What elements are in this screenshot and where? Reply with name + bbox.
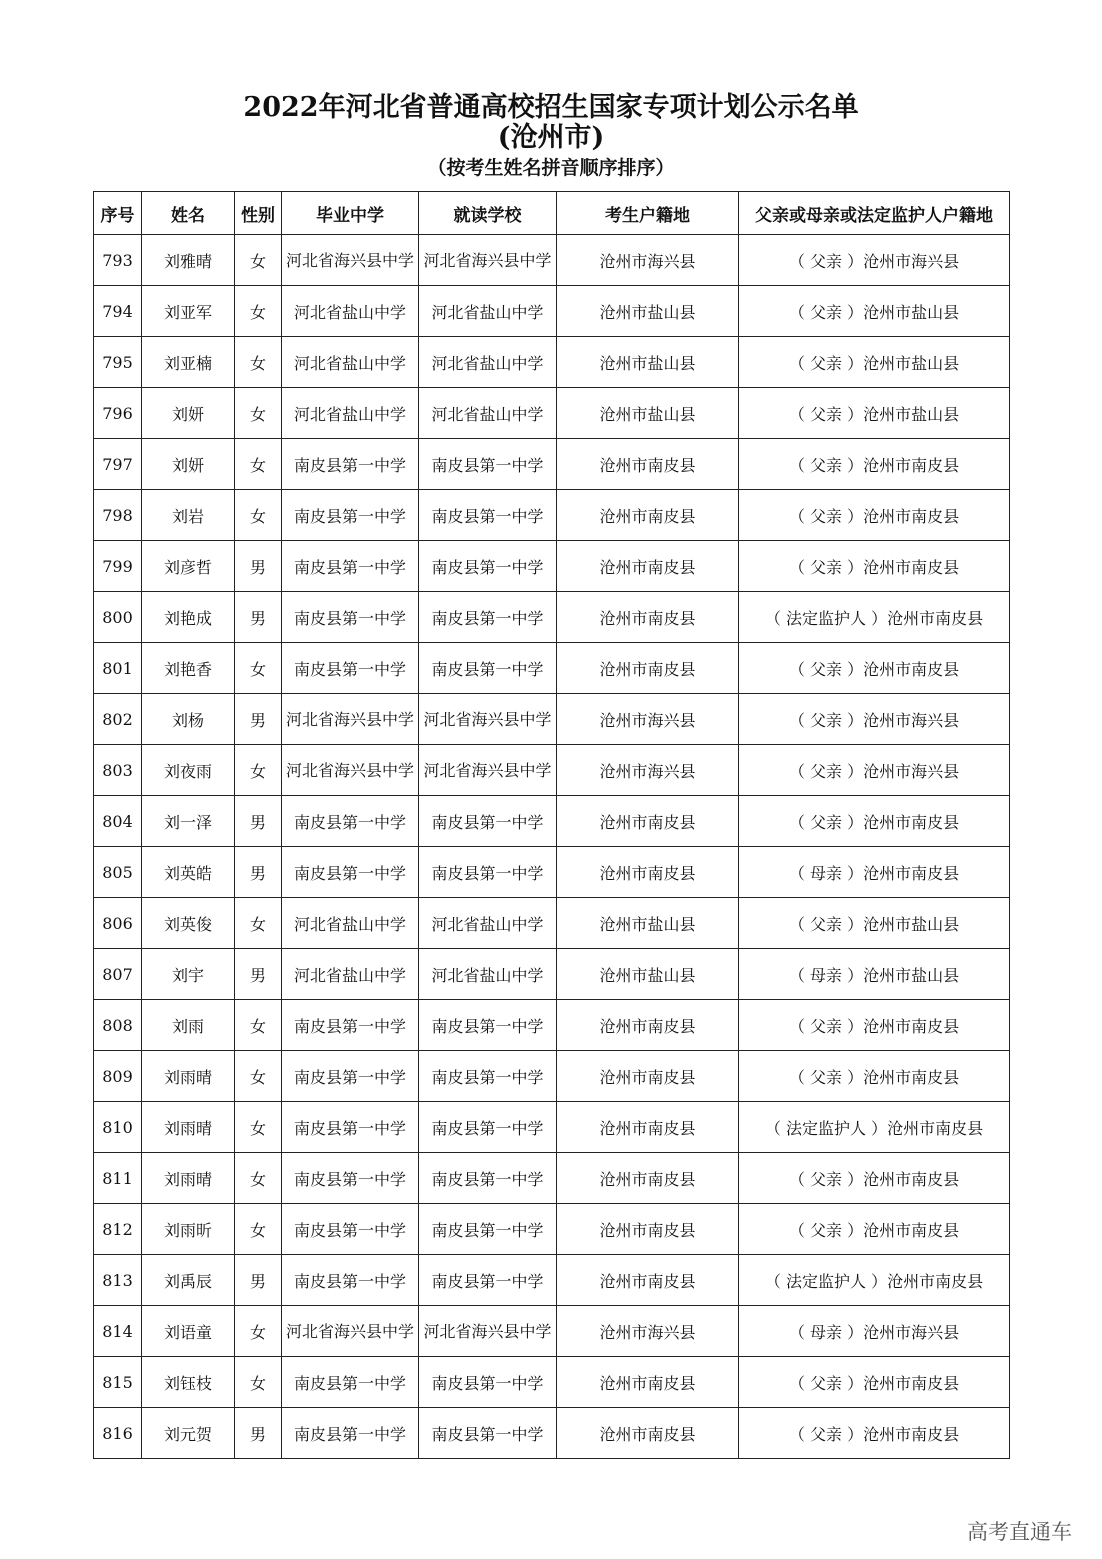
- cell-current-school: 南皮县第一中学: [419, 847, 557, 898]
- cell-current-school: 南皮县第一中学: [419, 592, 557, 643]
- cell-index: 807: [94, 949, 142, 1000]
- cell-name: 刘雨晴: [142, 1153, 235, 1204]
- cell-gender: 女: [235, 235, 282, 286]
- cell-index: 812: [94, 1204, 142, 1255]
- cell-current-school: 河北省盐山中学: [419, 898, 557, 949]
- cell-graduated-school: 南皮县第一中学: [282, 1357, 419, 1408]
- cell-current-school: 南皮县第一中学: [419, 541, 557, 592]
- table-row: [94, 1204, 1010, 1255]
- cell-index: 814: [94, 1306, 142, 1357]
- cell-current-school: 南皮县第一中学: [419, 439, 557, 490]
- cell-gender: 女: [235, 745, 282, 796]
- cell-guardian-residence: （ 父亲 ）沧州市南皮县: [739, 1153, 1010, 1204]
- cell-graduated-school: 南皮县第一中学: [282, 1408, 419, 1459]
- col-header-gender: 性别: [235, 192, 282, 235]
- cell-student-residence: 沧州市盐山县: [557, 337, 739, 388]
- cell-index: 796: [94, 388, 142, 439]
- page-title: 2022年河北省普通高校招生国家专项计划公示名单: [243, 92, 859, 123]
- cell-current-school: 南皮县第一中学: [419, 1102, 557, 1153]
- cell-current-school: 南皮县第一中学: [419, 1255, 557, 1306]
- cell-guardian-residence: （ 父亲 ）沧州市南皮县: [739, 796, 1010, 847]
- cell-name: 刘亚楠: [142, 337, 235, 388]
- table-row: [94, 949, 1010, 1000]
- table-row: [94, 1000, 1010, 1051]
- col-header-graduated-school: 毕业中学: [282, 192, 419, 235]
- cell-graduated-school: 河北省海兴县中学: [282, 745, 419, 796]
- cell-name: 刘彦哲: [142, 541, 235, 592]
- cell-student-residence: 沧州市南皮县: [557, 490, 739, 541]
- page-subtitle: (沧州市): [497, 122, 605, 153]
- col-header-guardian-residence: 父亲或母亲或法定监护人户籍地: [739, 192, 1010, 235]
- cell-current-school: 南皮县第一中学: [419, 1408, 557, 1459]
- cell-index: 801: [94, 643, 142, 694]
- cell-graduated-school: 南皮县第一中学: [282, 490, 419, 541]
- cell-guardian-residence: （ 法定监护人 ）沧州市南皮县: [739, 1255, 1010, 1306]
- table-row: [94, 1306, 1010, 1357]
- cell-student-residence: 沧州市南皮县: [557, 1051, 739, 1102]
- cell-graduated-school: 南皮县第一中学: [282, 1000, 419, 1051]
- cell-gender: 女: [235, 1153, 282, 1204]
- cell-current-school: 南皮县第一中学: [419, 490, 557, 541]
- sort-note: （按考生姓名拼音顺序排序）: [427, 157, 675, 179]
- table-row: [94, 847, 1010, 898]
- cell-gender: 男: [235, 541, 282, 592]
- cell-graduated-school: 河北省盐山中学: [282, 949, 419, 1000]
- cell-graduated-school: 南皮县第一中学: [282, 541, 419, 592]
- cell-guardian-residence: （ 父亲 ）沧州市盐山县: [739, 286, 1010, 337]
- cell-student-residence: 沧州市南皮县: [557, 1153, 739, 1204]
- cell-guardian-residence: （ 父亲 ）沧州市海兴县: [739, 694, 1010, 745]
- cell-name: 刘宇: [142, 949, 235, 1000]
- table-row: [94, 643, 1010, 694]
- cell-student-residence: 沧州市海兴县: [557, 694, 739, 745]
- cell-student-residence: 沧州市盐山县: [557, 286, 739, 337]
- table-row: [94, 1102, 1010, 1153]
- cell-guardian-residence: （ 父亲 ）沧州市南皮县: [739, 1204, 1010, 1255]
- cell-gender: 女: [235, 1051, 282, 1102]
- cell-name: 刘钰枝: [142, 1357, 235, 1408]
- cell-graduated-school: 河北省盐山中学: [282, 898, 419, 949]
- cell-name: 刘艳香: [142, 643, 235, 694]
- cell-current-school: 河北省盐山中学: [419, 337, 557, 388]
- cell-guardian-residence: （ 父亲 ）沧州市南皮县: [739, 643, 1010, 694]
- cell-current-school: 河北省盐山中学: [419, 286, 557, 337]
- cell-student-residence: 沧州市南皮县: [557, 643, 739, 694]
- cell-guardian-residence: （ 父亲 ）沧州市南皮县: [739, 1408, 1010, 1459]
- cell-graduated-school: 河北省盐山中学: [282, 286, 419, 337]
- table-row: [94, 388, 1010, 439]
- cell-index: 813: [94, 1255, 142, 1306]
- cell-gender: 男: [235, 592, 282, 643]
- cell-gender: 男: [235, 694, 282, 745]
- cell-index: 795: [94, 337, 142, 388]
- cell-index: 808: [94, 1000, 142, 1051]
- table-row: [94, 592, 1010, 643]
- cell-guardian-residence: （ 母亲 ）沧州市盐山县: [739, 949, 1010, 1000]
- cell-name: 刘雨昕: [142, 1204, 235, 1255]
- cell-graduated-school: 河北省盐山中学: [282, 388, 419, 439]
- cell-name: 刘元贺: [142, 1408, 235, 1459]
- table-row: [94, 1408, 1010, 1459]
- cell-gender: 女: [235, 1357, 282, 1408]
- watermark-text: 高考直通车: [967, 1520, 1072, 1544]
- cell-guardian-residence: （ 父亲 ）沧州市南皮县: [739, 490, 1010, 541]
- table-row: [94, 337, 1010, 388]
- cell-index: 797: [94, 439, 142, 490]
- table-body: [94, 235, 1010, 1459]
- cell-graduated-school: 南皮县第一中学: [282, 439, 419, 490]
- table-row: [94, 286, 1010, 337]
- table-row: [94, 490, 1010, 541]
- cell-guardian-residence: （ 父亲 ）沧州市南皮县: [739, 439, 1010, 490]
- table-row: [94, 694, 1010, 745]
- cell-current-school: 河北省盐山中学: [419, 949, 557, 1000]
- cell-graduated-school: 河北省盐山中学: [282, 337, 419, 388]
- cell-index: 805: [94, 847, 142, 898]
- cell-guardian-residence: （ 父亲 ）沧州市南皮县: [739, 1051, 1010, 1102]
- cell-index: 802: [94, 694, 142, 745]
- cell-name: 刘语童: [142, 1306, 235, 1357]
- cell-graduated-school: 南皮县第一中学: [282, 1204, 419, 1255]
- table-header-row: [94, 192, 1010, 235]
- table-row: [94, 439, 1010, 490]
- cell-student-residence: 沧州市海兴县: [557, 745, 739, 796]
- cell-guardian-residence: （ 父亲 ）沧州市南皮县: [739, 1000, 1010, 1051]
- table-row: [94, 1153, 1010, 1204]
- cell-index: 815: [94, 1357, 142, 1408]
- cell-name: 刘禹辰: [142, 1255, 235, 1306]
- cell-current-school: 河北省海兴县中学: [419, 694, 557, 745]
- cell-graduated-school: 河北省海兴县中学: [282, 235, 419, 286]
- cell-student-residence: 沧州市南皮县: [557, 541, 739, 592]
- cell-name: 刘雨晴: [142, 1102, 235, 1153]
- cell-current-school: 河北省盐山中学: [419, 388, 557, 439]
- cell-guardian-residence: （ 父亲 ）沧州市海兴县: [739, 745, 1010, 796]
- cell-student-residence: 沧州市南皮县: [557, 592, 739, 643]
- cell-gender: 女: [235, 1000, 282, 1051]
- cell-name: 刘艳成: [142, 592, 235, 643]
- cell-gender: 女: [235, 337, 282, 388]
- table-row: [94, 1255, 1010, 1306]
- cell-name: 刘雨晴: [142, 1051, 235, 1102]
- col-header-name: 姓名: [142, 192, 235, 235]
- cell-gender: 女: [235, 1306, 282, 1357]
- cell-index: 793: [94, 235, 142, 286]
- cell-gender: 女: [235, 643, 282, 694]
- cell-name: 刘杨: [142, 694, 235, 745]
- cell-student-residence: 沧州市南皮县: [557, 847, 739, 898]
- cell-name: 刘雨: [142, 1000, 235, 1051]
- cell-graduated-school: 河北省海兴县中学: [282, 694, 419, 745]
- cell-gender: 男: [235, 1408, 282, 1459]
- cell-graduated-school: 南皮县第一中学: [282, 796, 419, 847]
- cell-index: 804: [94, 796, 142, 847]
- table-row: [94, 796, 1010, 847]
- cell-gender: 男: [235, 796, 282, 847]
- cell-index: 810: [94, 1102, 142, 1153]
- cell-gender: 女: [235, 1204, 282, 1255]
- table-row: [94, 898, 1010, 949]
- cell-student-residence: 沧州市盐山县: [557, 898, 739, 949]
- table-row: [94, 745, 1010, 796]
- cell-index: 809: [94, 1051, 142, 1102]
- cell-guardian-residence: （ 法定监护人 ）沧州市南皮县: [739, 592, 1010, 643]
- cell-student-residence: 沧州市盐山县: [557, 949, 739, 1000]
- cell-student-residence: 沧州市海兴县: [557, 1306, 739, 1357]
- cell-name: 刘一泽: [142, 796, 235, 847]
- table-row: [94, 541, 1010, 592]
- cell-gender: 女: [235, 388, 282, 439]
- cell-guardian-residence: （ 父亲 ）沧州市盐山县: [739, 388, 1010, 439]
- cell-student-residence: 沧州市南皮县: [557, 1357, 739, 1408]
- cell-graduated-school: 南皮县第一中学: [282, 643, 419, 694]
- cell-graduated-school: 南皮县第一中学: [282, 1255, 419, 1306]
- cell-current-school: 河北省海兴县中学: [419, 1306, 557, 1357]
- cell-name: 刘妍: [142, 388, 235, 439]
- cell-name: 刘英俊: [142, 898, 235, 949]
- cell-graduated-school: 河北省海兴县中学: [282, 1306, 419, 1357]
- cell-index: 799: [94, 541, 142, 592]
- cell-student-residence: 沧州市南皮县: [557, 439, 739, 490]
- table-row: [94, 1357, 1010, 1408]
- table-row: [94, 235, 1010, 286]
- cell-current-school: 河北省海兴县中学: [419, 235, 557, 286]
- cell-name: 刘英皓: [142, 847, 235, 898]
- cell-guardian-residence: （ 父亲 ）沧州市盐山县: [739, 337, 1010, 388]
- cell-gender: 女: [235, 490, 282, 541]
- table-row: [94, 1051, 1010, 1102]
- cell-student-residence: 沧州市南皮县: [557, 1255, 739, 1306]
- cell-index: 816: [94, 1408, 142, 1459]
- cell-guardian-residence: （ 父亲 ）沧州市南皮县: [739, 1357, 1010, 1408]
- cell-gender: 女: [235, 1102, 282, 1153]
- cell-student-residence: 沧州市海兴县: [557, 235, 739, 286]
- cell-current-school: 河北省海兴县中学: [419, 745, 557, 796]
- cell-index: 803: [94, 745, 142, 796]
- cell-current-school: 南皮县第一中学: [419, 1051, 557, 1102]
- cell-index: 800: [94, 592, 142, 643]
- cell-current-school: 南皮县第一中学: [419, 796, 557, 847]
- cell-graduated-school: 南皮县第一中学: [282, 1153, 419, 1204]
- cell-name: 刘岩: [142, 490, 235, 541]
- cell-student-residence: 沧州市南皮县: [557, 1102, 739, 1153]
- cell-index: 794: [94, 286, 142, 337]
- cell-guardian-residence: （ 母亲 ）沧州市海兴县: [739, 1306, 1010, 1357]
- cell-current-school: 南皮县第一中学: [419, 643, 557, 694]
- col-header-index: 序号: [94, 192, 142, 235]
- cell-guardian-residence: （ 法定监护人 ）沧州市南皮县: [739, 1102, 1010, 1153]
- cell-name: 刘妍: [142, 439, 235, 490]
- cell-graduated-school: 南皮县第一中学: [282, 592, 419, 643]
- cell-current-school: 南皮县第一中学: [419, 1204, 557, 1255]
- cell-name: 刘雅晴: [142, 235, 235, 286]
- cell-gender: 男: [235, 1255, 282, 1306]
- cell-graduated-school: 南皮县第一中学: [282, 847, 419, 898]
- cell-student-residence: 沧州市南皮县: [557, 796, 739, 847]
- cell-gender: 男: [235, 847, 282, 898]
- cell-guardian-residence: （ 父亲 ）沧州市盐山县: [739, 898, 1010, 949]
- cell-name: 刘亚军: [142, 286, 235, 337]
- cell-index: 811: [94, 1153, 142, 1204]
- cell-guardian-residence: （ 父亲 ）沧州市海兴县: [739, 235, 1010, 286]
- cell-name: 刘夜雨: [142, 745, 235, 796]
- cell-gender: 女: [235, 898, 282, 949]
- cell-current-school: 南皮县第一中学: [419, 1357, 557, 1408]
- cell-graduated-school: 南皮县第一中学: [282, 1102, 419, 1153]
- cell-student-residence: 沧州市盐山县: [557, 388, 739, 439]
- cell-gender: 女: [235, 439, 282, 490]
- cell-guardian-residence: （ 父亲 ）沧州市南皮县: [739, 541, 1010, 592]
- cell-gender: 男: [235, 949, 282, 1000]
- cell-graduated-school: 南皮县第一中学: [282, 1051, 419, 1102]
- cell-student-residence: 沧州市南皮县: [557, 1000, 739, 1051]
- cell-guardian-residence: （ 母亲 ）沧州市南皮县: [739, 847, 1010, 898]
- cell-current-school: 南皮县第一中学: [419, 1000, 557, 1051]
- cell-student-residence: 沧州市南皮县: [557, 1408, 739, 1459]
- roster-table: [93, 191, 1010, 1459]
- cell-student-residence: 沧州市南皮县: [557, 1204, 739, 1255]
- cell-index: 806: [94, 898, 142, 949]
- cell-index: 798: [94, 490, 142, 541]
- cell-current-school: 南皮县第一中学: [419, 1153, 557, 1204]
- col-header-current-school: 就读学校: [419, 192, 557, 235]
- cell-gender: 女: [235, 286, 282, 337]
- col-header-student-residence: 考生户籍地: [557, 192, 739, 235]
